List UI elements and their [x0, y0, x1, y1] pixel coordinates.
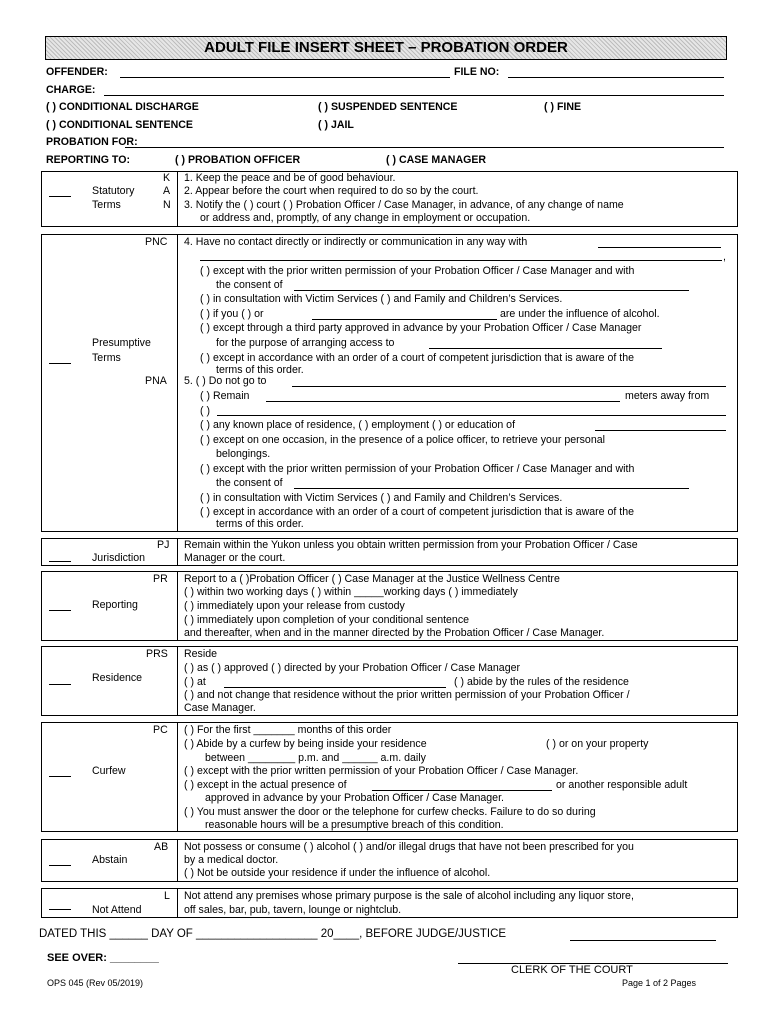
- term-5-consent: the consent of: [216, 477, 283, 489]
- not-attend-line-1: Not attend any premises whose primary purpose is the sale of alcohol including any liquor store,: [184, 890, 634, 902]
- presumptive-section: [41, 234, 738, 532]
- code-pr: PR: [153, 573, 168, 585]
- reporting-line-4: ( ) immediately upon completion of your conditional sentence: [184, 614, 470, 626]
- not-attend-label: Not Attend: [92, 904, 142, 916]
- code-a: A: [163, 185, 171, 197]
- jurisdiction-line-1: Remain within the Yukon unless you obtain written permission from your Probation Officer / Case: [184, 539, 638, 551]
- code-ab: AB: [154, 841, 169, 853]
- file-no-label: FILE NO:: [454, 66, 500, 78]
- code-pnc: PNC: [145, 236, 168, 248]
- term-4-option-b: ( ) in consultation with Victim Services ( ) and Family and Children’s Services.: [200, 293, 563, 305]
- curfew-line-6: approved in advance by your Probation Officer / Case Manager.: [205, 792, 504, 804]
- code-l: L: [164, 890, 170, 902]
- form-number: OPS 045 (Rev 05/2019): [47, 978, 144, 988]
- suspended-sentence-option[interactable]: ( ) SUSPENDED SENTENCE: [318, 101, 458, 113]
- curfew-line-1: ( ) For the first _______ months of this order: [184, 724, 392, 736]
- curfew-line-7: ( ) You must answer the door or the telephone for curfew checks. Failure to do so during: [184, 806, 596, 818]
- curfew-line-8: reasonable hours will be a presumptive breach of this condition.: [205, 819, 504, 831]
- conditional-discharge-option[interactable]: ( ) CONDITIONAL DISCHARGE: [46, 101, 199, 113]
- education-blank[interactable]: [595, 430, 726, 431]
- remain-blank[interactable]: [266, 401, 620, 402]
- term-4-option-e: ( ) except in accordance with an order of a court of competent jurisdiction that is aware of the: [200, 352, 634, 364]
- responsible-adult-blank[interactable]: [372, 790, 552, 791]
- jurisdiction-section: [41, 538, 738, 566]
- code-pc: PC: [153, 724, 168, 736]
- curfew-responsible-adult: or another responsible adult: [556, 779, 688, 791]
- term-4-option-a: ( ) except with the prior written permission of your Probation Officer / Case Manager and with: [200, 265, 635, 277]
- term-3-cont: or address and, promptly, of any change in employment or occupation.: [200, 212, 531, 224]
- option-c-blank[interactable]: [312, 319, 497, 320]
- residence-rules: ( ) abide by the rules of the residence: [454, 676, 629, 688]
- curfew-line-5: ( ) except in the actual presence of: [184, 779, 347, 791]
- statutory-label-2: Terms: [92, 199, 121, 211]
- residence-check-line[interactable]: [49, 684, 71, 685]
- reporting-line-5: and thereafter, when and in the manner directed by the Probation Officer / Case Manager.: [184, 627, 605, 639]
- term-4: 4. Have no contact directly or indirectly or communication in any way with: [184, 236, 528, 248]
- offender-field[interactable]: [120, 77, 450, 78]
- term-5-remain: ( ) Remain: [200, 390, 250, 402]
- presumptive-label-2: Terms: [92, 352, 121, 364]
- reporting-section: [41, 571, 738, 641]
- probation-for-label: PROBATION FOR:: [46, 136, 138, 148]
- curfew-section: [41, 722, 738, 832]
- not-attend-section: [41, 888, 738, 918]
- abstain-line-1: Not possess or consume ( ) alcohol ( ) and/or illegal drugs that have not been prescribed for you: [184, 841, 634, 853]
- curfew-label: Curfew: [92, 765, 126, 777]
- fine-option[interactable]: ( ) FINE: [544, 101, 582, 113]
- residence-line-1: Reside: [184, 648, 217, 660]
- term-4-blank-2[interactable]: [200, 260, 722, 261]
- term-4-access: for the purpose of arranging access to: [216, 337, 395, 349]
- reporting-label: Reporting: [92, 599, 138, 611]
- case-manager-option[interactable]: ( ) CASE MANAGER: [386, 154, 487, 166]
- abstain-line-3: ( ) Not be outside your residence if under the influence of alcohol.: [184, 867, 491, 879]
- probation-officer-option[interactable]: ( ) PROBATION OFFICER: [175, 154, 301, 166]
- abstain-check-line[interactable]: [49, 865, 71, 866]
- dated-this-line[interactable]: DATED THIS ______ DAY OF ___________________ 20____, BEFORE JUDGE/JUSTICE: [39, 928, 507, 940]
- comma: ,: [723, 251, 726, 263]
- term-5-option: ( ): [200, 405, 210, 417]
- reporting-line-3: ( ) immediately upon your release from custody: [184, 600, 405, 612]
- access-blank[interactable]: [429, 348, 662, 349]
- jurisdiction-check-line[interactable]: [49, 561, 71, 562]
- consent-blank[interactable]: [294, 290, 689, 291]
- charge-label: CHARGE:: [46, 84, 96, 96]
- term-5-blank[interactable]: [217, 415, 726, 416]
- reporting-check-line[interactable]: [49, 610, 71, 611]
- see-over: SEE OVER: ________: [47, 952, 159, 964]
- term-4-option-c: ( ) if you ( ) or: [200, 308, 264, 320]
- statutory-section: [41, 171, 738, 227]
- code-prs: PRS: [146, 648, 168, 660]
- reporting-to-label: REPORTING TO:: [46, 154, 130, 166]
- residence-line-2: ( ) as ( ) approved ( ) directed by your Probation Officer / Case Manager: [184, 662, 521, 674]
- code-pj: PJ: [157, 539, 170, 551]
- presumptive-check-line[interactable]: [49, 363, 71, 364]
- clerk-of-court: CLERK OF THE COURT: [511, 964, 633, 976]
- curfew-line-3: between ________ p.m. and ______ a.m. daily: [205, 752, 426, 764]
- probation-for-field[interactable]: [125, 147, 724, 148]
- term-5-consent-blank[interactable]: [294, 488, 689, 489]
- statutory-label: Statutory: [92, 185, 135, 197]
- meters-away: meters away from: [625, 390, 710, 402]
- not-attend-line-2: off sales, bar, pub, tavern, lounge or nightclub.: [184, 904, 402, 916]
- abstain-section: [41, 839, 738, 882]
- not-attend-check-line[interactable]: [49, 909, 71, 910]
- term-1: 1. Keep the peace and be of good behaviour.: [184, 172, 396, 184]
- term-2: 2. Appear before the court when required to do so by the court.: [184, 185, 479, 197]
- judge-signature-line[interactable]: [570, 940, 716, 941]
- term-4-option-e-end: terms of this order.: [216, 364, 304, 376]
- term-5-court: ( ) except in accordance with an order of a court of competent jurisdiction that is aware of the: [200, 506, 634, 518]
- jail-option[interactable]: ( ) JAIL: [318, 119, 354, 131]
- term-5: 5. ( ) Do not go to: [184, 375, 267, 387]
- term-5-court-end: terms of this order.: [216, 518, 304, 530]
- abstain-label: Abstain: [92, 854, 128, 866]
- residence-section: [41, 646, 738, 716]
- term-4-blank[interactable]: [598, 247, 721, 248]
- term-5-places: ( ) any known place of residence, ( ) employment ( ) or education of: [200, 419, 516, 431]
- reporting-line-1: Report to a ( )Probation Officer ( ) Case Manager at the Justice Wellness Centre: [184, 573, 560, 585]
- presumptive-label: Presumptive: [92, 337, 151, 349]
- file-no-field[interactable]: [508, 77, 724, 78]
- offender-label: OFFENDER:: [46, 66, 108, 78]
- curfew-line-4: ( ) except with the prior written permission of your Probation Officer / Case Manager.: [184, 765, 579, 777]
- jurisdiction-label: Jurisdiction: [92, 552, 145, 564]
- abstain-line-2: by a medical doctor.: [184, 854, 279, 866]
- term-3: 3. Notify the ( ) court ( ) Probation Officer / Case Manager, in advance, of any change of name: [184, 199, 624, 211]
- form-title: ADULT FILE INSERT SHEET – PROBATION ORDER: [45, 36, 727, 60]
- residence-line-4: ( ) and not change that residence without the prior written permission of your Probation Officer /: [184, 689, 630, 701]
- residence-line-5: Case Manager.: [184, 702, 256, 714]
- curfew-property: ( ) or on your property: [546, 738, 649, 750]
- term-4-option-c-end: are under the influence of alcohol.: [500, 308, 660, 320]
- residence-label: Residence: [92, 672, 143, 684]
- residence-line-3: ( ) at: [184, 676, 206, 688]
- statutory-check-line[interactable]: [49, 196, 71, 197]
- jurisdiction-line-2: Manager or the court.: [184, 552, 286, 564]
- do-not-go-blank[interactable]: [292, 386, 726, 387]
- curfew-check-line[interactable]: [49, 776, 71, 777]
- reporting-line-2: ( ) within two working days ( ) within _____working days ( ) immediately: [184, 586, 518, 598]
- code-n: N: [163, 199, 171, 211]
- term-5-victim: ( ) in consultation with Victim Services ( ) and Family and Children’s Services.: [200, 492, 563, 504]
- conditional-sentence-option[interactable]: ( ) CONDITIONAL SENTENCE: [46, 119, 193, 131]
- term-4-option-d: ( ) except through a third party approved in advance by your Probation Officer / Case Manager: [200, 322, 642, 334]
- term-5-police: ( ) except on one occasion, in the presence of a police officer, to retrieve your personal: [200, 434, 605, 446]
- code-pna: PNA: [145, 375, 167, 387]
- term-4-consent: the consent of: [216, 279, 283, 291]
- residence-address-blank[interactable]: [224, 687, 446, 688]
- page-number: Page 1 of 2 Pages: [622, 978, 697, 988]
- term-5-permission: ( ) except with the prior written permission of your Probation Officer / Case Manager and with: [200, 463, 635, 475]
- term-5-belongings: belongings.: [216, 448, 271, 460]
- charge-field[interactable]: [104, 95, 724, 96]
- curfew-line-2: ( ) Abide by a curfew by being inside your residence: [184, 738, 427, 750]
- code-k: K: [163, 172, 171, 184]
